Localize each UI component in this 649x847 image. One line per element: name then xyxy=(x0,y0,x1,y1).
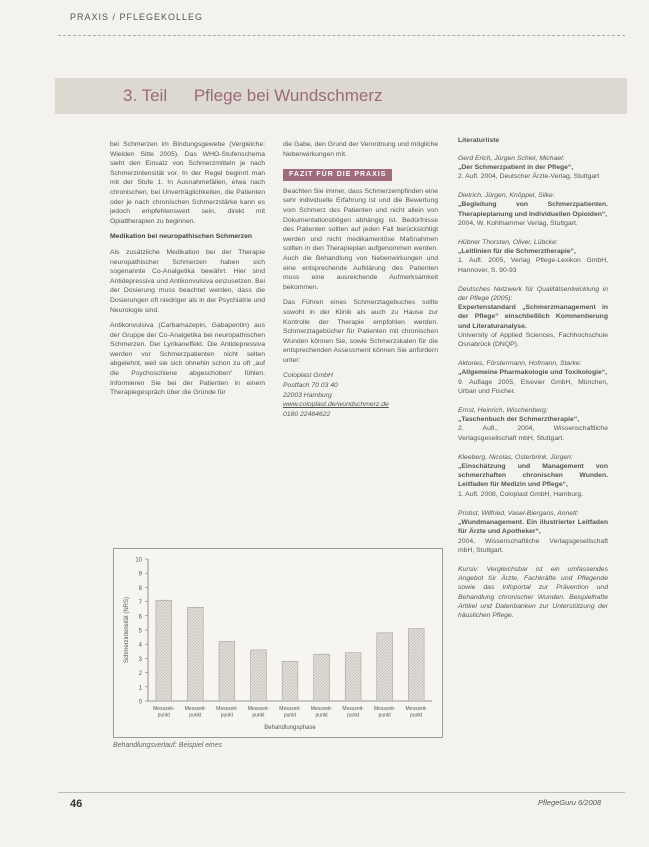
reference-item: Hübner Thorsten, Oliver, Lübcke: „Leitlinien für die Schmerztherapie“, 1. Aufl. 2005, Verlag Pflege-Lexikon GmbH, Hannover, S. 90-93 xyxy=(458,239,608,274)
x-tick-label: punkt xyxy=(252,712,265,719)
bar-chart-svg xyxy=(114,549,442,737)
y-tick-label: 7 xyxy=(138,600,142,607)
section-header: PRAXIS / PFLEGEKOLLEG xyxy=(70,12,204,22)
reference-item: Kleeberg, Nicolas, Osterbrink, Jürgen: „Einschätzung und Management von schmerzhaften chronischen Wunden. Leitfaden für Medizin und Pflege“, 1. Aufl. 2008, Coloplast GmbH, Hamburg. xyxy=(458,453,608,498)
reference-note: Kursiv: Vergleichsbar ist ein umfassendes Angebot für Ärzte, Fachkräfte und Pflegende sowie das Infoportal zur Prävention und Behandlung chronischer Wunden. Beispielhafte Artikel und Datenbanken zur Unterstützung der häuslichen Pflege. xyxy=(458,565,608,619)
article-title-text: Pflege bei Wundschmerz xyxy=(193,86,383,105)
bar xyxy=(251,650,267,701)
col1-paragraph-2: Als zusätzliche Medikation bei der Therapie neuropathischer Schmerzen haben sich sogenannte Co-Analgetika bewährt. Hier sind Antidepressiva und Antikonvulsiva einzusetzen. Bei der Dosierung muss beachtet werden, dass die Dosierungen oft niedriger als in der Psychiatrie und Neurologie sind. xyxy=(110,248,265,314)
col2-paragraph-1: die Gabe, den Grund der Verordnung und mögliche Nebenwirkungen mit. xyxy=(283,141,438,158)
y-tick-label: 9 xyxy=(138,571,142,578)
y-tick-label: 6 xyxy=(138,614,142,621)
article-part: 3. Teil xyxy=(123,86,168,105)
fazit-label: FAZIT FÜR DIE PRAXIS xyxy=(283,169,392,181)
x-tick-label: Messzeit- xyxy=(216,706,238,712)
reference-item: Aktories, Förstermann, Hofmann, Starke: „Allgemeine Pharmakologie und Toxikologie“, 9. Auflage 2005, Elsevier GmbH, München, Urban und Fischer. xyxy=(458,360,608,395)
y-tick-label: 3 xyxy=(138,656,142,663)
bar-chart xyxy=(113,548,443,738)
reference-item: Gerd Erich, Jürgen Schiel, Michael: „Der Schmerzpatient in der Pflege“, 2. Aufl. 2004, Deutscher Ärzte-Verlag, Stuttgart xyxy=(458,154,600,180)
y-tick-label: 4 xyxy=(138,642,142,649)
y-tick-label: 1 xyxy=(138,685,142,692)
bar xyxy=(345,653,361,701)
bar xyxy=(156,600,172,701)
x-tick-label: punkt xyxy=(378,712,391,719)
y-tick-label: 5 xyxy=(138,628,142,635)
x-tick-label: punkt xyxy=(410,712,423,719)
contact-block xyxy=(283,371,438,419)
contact-company: Coloplast GmbH xyxy=(283,372,333,380)
y-tick-label: 8 xyxy=(138,585,142,592)
bar xyxy=(314,654,330,701)
x-tick-label: Messzeit- xyxy=(310,706,333,712)
y-tick-label: 0 xyxy=(138,699,142,706)
page-number: 46 xyxy=(70,798,83,810)
x-tick-label: Messzeit- xyxy=(405,706,427,712)
contact-postbox: Postfach 70 03 40 xyxy=(283,382,338,390)
col1-paragraph-1: bei Schmerzen im Bindungsgewebe (Vergleiche: Wielden Sitte 2005). Das WHO-Stufenschema sieht den Einsatz von Schmerzmitteln je nach Schmerzintensität vor. In der Regel beginnt man mit der Stufe 1. In Ausnahmefällen, etwa nach chronischen, bei Unverträglichkeiten, die Patienten oder je nach chronischen Schmerzstärke kann es jedoch empfehlenswert sein, direkt mit Opiattherapien zu beginnen. xyxy=(110,141,265,225)
top-divider xyxy=(58,35,625,36)
contact-city: 22003 Hamburg xyxy=(283,391,332,399)
bar xyxy=(282,661,298,701)
x-tick-label: Messzeit- xyxy=(342,706,364,712)
x-tick-label: punkt xyxy=(157,712,170,719)
x-tick-label: Messzeit- xyxy=(279,706,301,712)
reference-item: Probst, Wilfried, Vasel-Biergans, Annett: „Wundmanagement. Ein illustrierter Leitfaden für Ärzte und Apotheker“, 2004, Wissenschaftliche Verlagsgesellschaft mbH, Stuttgart. xyxy=(458,509,608,554)
bar xyxy=(377,633,393,701)
x-tick-label: punkt xyxy=(283,712,297,719)
col2-paragraph-3: Das Führen eines Schmerztagebuches sollte sowohl in der Klinik als auch zu Hause zur Kontrolle der Therapie empfohlen werden. Schmerztagebücher für Patienten mit chronischen Wunden können Sie, sowie Schmerzskalen für die entsprechenden Assessment können Sie anfordern unter: xyxy=(283,299,438,364)
bar xyxy=(408,629,424,701)
x-axis-title: Behandlungsphase xyxy=(264,725,316,731)
bar xyxy=(219,641,235,701)
x-tick-label: Messzeit- xyxy=(247,706,270,712)
contact-website-link[interactable]: www.coloplast.de/wundschmerz.de xyxy=(283,401,389,409)
y-tick-label: 2 xyxy=(138,671,142,678)
col1-subheading: Medikation bei neuropathischen Schmerzen xyxy=(110,233,253,241)
references-column xyxy=(458,136,608,630)
contact-phone: 0180 22484622 xyxy=(283,410,331,418)
text-column-2 xyxy=(283,140,438,419)
x-tick-label: Messzeit- xyxy=(373,706,396,712)
x-tick-label: Messzeit- xyxy=(153,706,175,712)
x-tick-label: punkt xyxy=(189,712,202,719)
reference-item: Dietrich, Jürgen, Knöppel, Silke: „Begleitung von Schmerzpatienten. Therapieplanung und Individuellen Opioiden“, 2004, W. Kohlhammer Verlag, Stuttgart. xyxy=(458,192,608,227)
bottom-divider xyxy=(58,792,625,793)
chart-caption: Behandlungsverlauf: Beispiel eines xyxy=(113,742,222,749)
text-column-1 xyxy=(110,140,265,404)
col2-paragraph-2: Beachten Sie immer, dass Schmerzempfinden eine sehr individuelle Erfahrung ist und die Bewertung vom Schmerz des Patienten und nicht allein von Dokumentationsbögen abhängig ist. Bedürfnisse des Patienten sollten auf jeden Fall berücksichtigt werden und nicht medikamentöse Maßnahmen sollten in den Therapieplan aufgenommen werden. Auch die Behandlung von Nebenwirkungen und eine entsprechende Aufklärung des Patienten muss eine ausreichende Aufmerksamkeit bekommen. xyxy=(283,187,438,291)
reference-item: Ernst, Heinrich, Wischenberg: „Taschenbuch der Schmerztherapie“, 2. Aufl., 2004, Wissenschaftliche Verlagsgesellschaft mbH, Stuttgart. xyxy=(458,407,608,442)
col1-paragraph-3: Antikonvulsiva (Carbamazepin, Gabapentin) aus der Gruppe der Co-Analgetika bei neuropathischen Schmerzen. Der Lyrikaneffekt. Die Antidepressiva werden vor Schmerzpatienten nicht selten abgelehnt, weil sie sich ohnehin schon zu oft „auf die Psychoschiene abgeschoben“ fühlen. Informieren Sie bei der Patienten in einem Therapiegespräch über die Gründe für xyxy=(110,322,265,397)
bar xyxy=(187,607,203,701)
reference-item: Deutsches Netzwerk für Qualitätsentwicklung in der Pflege (2005): Expertenstandard „Schmerzmanagement in der Pflege“ einschließlich Kommentierung und Literaturanalyse. University of Applied Sciences, Fachhochschule Osnabrück (DNQP). xyxy=(458,285,608,349)
x-tick-label: punkt xyxy=(346,712,360,719)
issue-label: PflegeGuru 6/2008 xyxy=(538,798,601,807)
y-axis-title: Schmerzintensität (NRS) xyxy=(124,596,130,664)
x-tick-label: punkt xyxy=(220,712,234,719)
y-tick-label: 10 xyxy=(135,557,142,564)
references-title: Literaturliste xyxy=(458,137,500,144)
x-tick-label: punkt xyxy=(315,712,328,719)
article-title xyxy=(123,86,383,106)
x-tick-label: Messzeit- xyxy=(184,706,207,712)
